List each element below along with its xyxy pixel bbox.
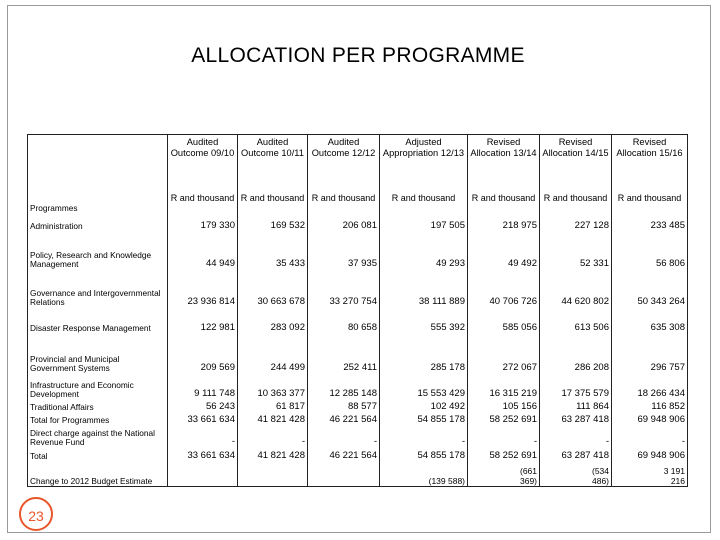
unit-label: R and thousand [540,187,612,203]
cell-value: 49 492 [468,231,540,269]
cell-value: 56 243 [168,399,238,412]
table-row [28,399,688,412]
column-header: Audited Outcome 12/12 [308,135,380,187]
cell-value: 233 485 [612,213,688,231]
cell-value [308,461,380,487]
cell-value: - [540,425,612,447]
cell-value: 209 569 [168,333,238,373]
cell-value: 613 506 [540,307,612,333]
programme-name: Total [28,447,168,461]
cell-value: 227 128 [540,213,612,231]
cell-value: - [168,425,238,447]
column-header: Revised Allocation 15/16 [612,135,688,187]
cell-value: 12 285 148 [308,373,380,399]
cell-value: 30 663 678 [238,269,308,307]
cell-value: 252 411 [308,333,380,373]
cell-value: 44 949 [168,231,238,269]
cell-value: 23 936 814 [168,269,238,307]
cell-value: 18 266 434 [612,373,688,399]
cell-value: 15 553 429 [380,373,468,399]
programme-name: Disaster Response Management [28,307,168,333]
programme-name: Change to 2012 Budget Estimate [28,461,168,487]
cell-value: 41 821 428 [238,447,308,461]
header-corner [28,135,168,187]
cell-value: 17 375 579 [540,373,612,399]
cell-value: 102 492 [380,399,468,412]
table-row [28,213,688,231]
cell-value: 116 852 [612,399,688,412]
cell-value: - [468,425,540,447]
unit-label: R and thousand [612,187,688,203]
cell-value: 179 330 [168,213,238,231]
cell-value: (661 369) [468,461,540,487]
cell-value: 122 981 [168,307,238,333]
table-row [28,447,688,461]
slide [7,5,711,533]
cell-value [168,461,238,487]
page-title: ALLOCATION PER PROGRAMME [191,44,525,67]
cell-value: 272 067 [468,333,540,373]
table-row [28,461,688,487]
cell-value: 35 433 [238,231,308,269]
table-row [28,373,688,399]
cell-value: 244 499 [238,333,308,373]
cell-value: 50 343 264 [612,269,688,307]
column-header: Audited Outcome 09/10 [168,135,238,187]
cell-value: 555 392 [380,307,468,333]
cell-value: 16 315 219 [468,373,540,399]
cell-value: (139 588) [380,461,468,487]
cell-value: 46 221 564 [308,412,380,425]
table-row [28,307,688,333]
table-row [28,412,688,425]
cell-value: - [612,425,688,447]
cell-value: - [238,425,308,447]
cell-value: 52 331 [540,231,612,269]
cell-value: 69 948 906 [612,412,688,425]
cell-value: 56 806 [612,231,688,269]
cell-value: 33 661 634 [168,447,238,461]
column-header: Adjusted Appropriation 12/13 [380,135,468,187]
units-row [28,187,688,203]
cell-value: (534 486) [540,461,612,487]
cell-value: 69 948 906 [612,447,688,461]
programmes-label-row [28,203,688,213]
cell-value: - [380,425,468,447]
cell-value: 63 287 418 [540,447,612,461]
cell-value: 88 577 [308,399,380,412]
programme-name: Traditional Affairs [28,399,168,412]
unit-label: R and thousand [468,187,540,203]
cell-value: 63 287 418 [540,412,612,425]
unit-label: R and thousand [308,187,380,203]
allocation-table [27,134,688,487]
cell-value: 54 855 178 [380,447,468,461]
cell-value: 10 363 377 [238,373,308,399]
column-header: Revised Allocation 13/14 [468,135,540,187]
cell-value: 38 111 889 [380,269,468,307]
cell-value: 635 308 [612,307,688,333]
cell-value: 46 221 564 [308,447,380,461]
cell-value: 169 532 [238,213,308,231]
unit-label: R and thousand [238,187,308,203]
cell-value: 80 658 [308,307,380,333]
programme-name: Direct charge against the National Revenue Fund [28,425,168,447]
cell-value: 44 620 802 [540,269,612,307]
cell-value: 283 092 [238,307,308,333]
table-row [28,333,688,373]
cell-value: 3 191 216 [612,461,688,487]
page-number-badge: 23 [19,497,53,531]
cell-value: 40 706 726 [468,269,540,307]
cell-value: 585 056 [468,307,540,333]
cell-value: 206 081 [308,213,380,231]
cell-value [238,461,308,487]
programme-name: Total for Programmes [28,412,168,425]
cell-value: 41 821 428 [238,412,308,425]
cell-value: 197 505 [380,213,468,231]
programme-name: Governance and Intergovernmental Relations [28,269,168,307]
programme-name: Infrastructure and Economic Development [28,373,168,399]
programme-name: Policy, Research and Knowledge Management [28,231,168,269]
cell-value: 61 817 [238,399,308,412]
programme-name: Provincial and Municipal Government Systems [28,333,168,373]
cell-value: 33 661 634 [168,412,238,425]
cell-value: - [308,425,380,447]
units-corner [28,187,168,203]
cell-value: 49 293 [380,231,468,269]
cell-value: 296 757 [612,333,688,373]
cell-value: 37 935 [308,231,380,269]
unit-label: R and thousand [168,187,238,203]
table-row [28,231,688,269]
cell-value: 111 864 [540,399,612,412]
cell-value: 58 252 691 [468,412,540,425]
cell-value: 58 252 691 [468,447,540,461]
cell-value: 218 975 [468,213,540,231]
unit-label: R and thousand [380,187,468,203]
cell-value: 9 111 748 [168,373,238,399]
column-header: Audited Outcome 10/11 [238,135,308,187]
table-row [28,269,688,307]
cell-value: 285 178 [380,333,468,373]
programmes-label: Programmes [28,203,168,213]
table-row [28,425,688,447]
cell-value: 33 270 754 [308,269,380,307]
cell-value: 286 208 [540,333,612,373]
table-header-row [28,135,688,187]
column-header: Revised Allocation 14/15 [540,135,612,187]
cell-value: 54 855 178 [380,412,468,425]
cell-value: 105 156 [468,399,540,412]
programme-name: Administration [28,213,168,231]
